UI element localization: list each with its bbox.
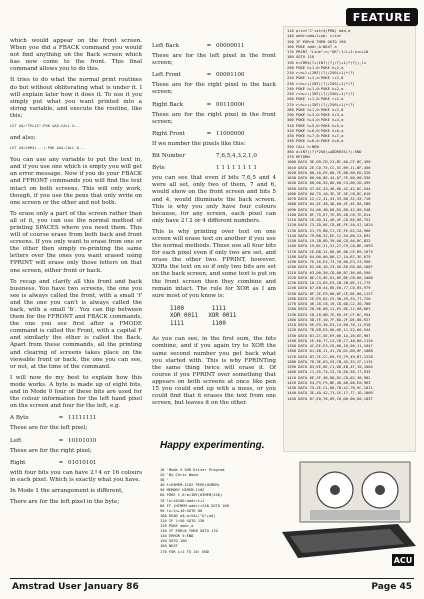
- listing-line: 1030 DATA 00,00,0E,44,07,7E,00,00,536: [287, 176, 371, 180]
- listing-line: 1400 DATA 11,55,74,23,70,E0,58,17,933: [287, 370, 371, 375]
- xor-example: 1100 1111 XOR 0011 XOR 0011 1111 1100: [170, 305, 237, 327]
- snippet-line: 170 FOR i=1 TO 10: END: [160, 549, 209, 554]
- left-back-label: Left Back: [152, 43, 180, 49]
- paragraph: These are for the left pixel in the front screen;: [152, 53, 276, 67]
- listing-line: 1010 DATA 2E,CD,75,CC,3C,B9,11,BF,456: [287, 165, 371, 170]
- listing-line: 1410 DATA 6E,3F,4B,D0,02,CD,02,30,902: [287, 375, 371, 380]
- snippet-line: 40 t=HIMEM-1102 PEEK(HIMEM): [160, 483, 220, 488]
- listing-line: 1320 DATA 7D,EB,E5,0A,0E,11,52,66,944: [287, 328, 371, 333]
- listing-line: 200 POKE h+1,0:POKE h+2,a: [287, 65, 344, 70]
- snippet-line: 120 POKE addr,a: [160, 524, 194, 529]
- snippet-line: 110 IF l=50 GOTO 130: [160, 518, 205, 523]
- listing-line: 280 POKE h+1,0:POKE h+2,0: [287, 107, 344, 112]
- listing-line: 290 POKE h+3,0:POKE h+3,a: [287, 113, 344, 117]
- page-footer: [12, 582, 412, 592]
- right-label: Right: [10, 459, 26, 466]
- listing-line: 1240 DATA 07,EB,44,B5,E6,77,C0,05,979: [287, 286, 371, 291]
- listing-line: 1250 DATA 0F,2E,E9,00,0F,CE,0E,00,1127: [287, 291, 373, 296]
- footer-page-number: Page 45: [371, 582, 412, 592]
- paragraph: It tries to do what the normal print routines do but without obliterating what is under it. I will explain later how it does it. To use it you simply put what you want printed into a string variable, and execute the routine, like this;: [10, 77, 142, 119]
- bit-number-value: 7,6,5,4,3,2,1,0: [216, 153, 257, 160]
- paragraph: To erase only a part of the screen rather than all of it, you can use the normal method of printing SPACES where you need them. This will of course erase from both back and front screens. If you only want to erase from one or the other then simply re-printing the same letters over the ones you want erased using FPRINT will erase only those letters on that one screen, either front or back.: [10, 210, 142, 274]
- listing-line: 1220 DATA 8E,C5,0E,01,0E,BE,CB,06,1008: [287, 275, 373, 280]
- listing-line: 1260 DATA 2E,E9,02,C9,38,49,33,77,720: [287, 296, 371, 301]
- listing-line: 1440 DATA 3E,4A,42,71,1E,17,77,1D,1060: [287, 391, 373, 396]
- equals: =: [206, 72, 212, 79]
- right-back-row: [152, 102, 276, 109]
- right-back-value: 00110000: [216, 101, 245, 108]
- equals: =: [58, 459, 64, 466]
- paragraph: and also;: [10, 135, 36, 142]
- paragraph: These are for the left pixel;: [10, 425, 88, 432]
- listing-line: 1130 DATA 21,79,B8,C1,CE,FE,62,2A,966: [287, 228, 371, 233]
- snippet-line: 70 ln=10100:addr=t+1: [160, 498, 205, 503]
- byte-label: A Byte: [10, 415, 29, 422]
- paragraph: This is why printing over text on one screen will erase text on another if you use the normal methods. These use all four bits for each pixel even if only two are set, and erase the other two. FPRINT, however, XORs the text on so if only two bits are set on the back screen, and some text is put on the front screen then they combine and remain intact. The rule for XOR as I am sure most of you know is:: [152, 228, 276, 299]
- listing-line: 240 POKE h+1,0:POKE h+2,a: [287, 86, 344, 91]
- snippet-line: 160 NEXT: [160, 544, 178, 549]
- snippet-line: 80 IF (HIMEM-addr)>240 GOTO 100: [160, 503, 229, 508]
- listing-line: 1190 DATA 7E,16,E4,73,70,00,E3,23,956: [287, 260, 371, 264]
- footer-publication: Amstrad User January 86: [12, 582, 139, 592]
- equals: =: [58, 437, 64, 444]
- paragraph: You can use any variable to put the text in, and if you use one which is empty you will get an error message. Now if you do your FBACK and FFRONT commands you will find the text intact on both screens. This will only work, though, if you use the pens that only write on one screen or the other and not both.: [10, 157, 142, 206]
- paragraph: There are for the left pixel in the byte;: [10, 499, 120, 506]
- tape-slot: [310, 510, 400, 520]
- listing-line: 1230 DATA 10,23,D5,E3,2B,2B,0E,11,775: [287, 281, 371, 285]
- listing-line: 310 POKE h+5,0:POKE h+5,a: [287, 123, 344, 128]
- listing-line: 1350 DATA 4C,EE,E3,C6,00,10,00,11,1047: [287, 344, 373, 348]
- byte-bits-value: 1 1 1 1 1 1 1 1: [216, 165, 257, 172]
- inline-code: LET A$=CHR$(...):POK &A$:CALL &...: [10, 146, 86, 151]
- listing-line: 180 GOTO 110: [287, 55, 315, 60]
- paragraph: In Mode 1 the arrangement is different,: [10, 487, 124, 494]
- snippet-line: 150 GOTO 100: [160, 539, 187, 544]
- left-back-row: [152, 43, 276, 50]
- left-front-value: 00001100: [216, 72, 245, 79]
- listing-line: 110 print"C"+str$(PEN) add,a: [287, 29, 351, 33]
- listing-line: 1200 DATA 62,06,1D,23,56,E6,ED,00,1007: [287, 265, 373, 270]
- listing-line: 1310 DATA 5E,E9,30,E3,14,00,78,11,918: [287, 323, 371, 327]
- listing-line: 1300 DATA 3D,7E,10,7F,8A,2F,DE,00,927: [287, 317, 371, 322]
- listing-line: 1270 DATA 46,18,C8,19,CD,0D,C2,30,780: [287, 302, 371, 306]
- article-column-1: [10, 38, 142, 510]
- listing-line: 370 RETURN: [287, 155, 310, 159]
- feature-badge: FEATURE: [346, 8, 418, 26]
- listing-line: 1090 DATA 54,00,4B,00,D5,68,42,00,548: [287, 207, 371, 212]
- listing-line: 1070 DATA 12,C2,41,43,33,00,32,45,718: [287, 197, 371, 201]
- listing-line: 360 d=INT((?)*256)+ADDRESS(?):END: [287, 149, 362, 154]
- left-back-value: 00000011: [216, 43, 245, 49]
- snippet-line: 30 ': [160, 478, 169, 483]
- equals: =: [206, 101, 212, 108]
- byte-bits-row: [152, 165, 276, 172]
- right-value: 01010101: [68, 459, 97, 466]
- listing-line: 150 IF ERR>0 THEN GOTO 190: [287, 39, 346, 44]
- snippet-line: 50 MEMORY HIMEM-1102: [160, 488, 205, 493]
- listing-line: 320 POKE h+6,0:POKE h+6,a: [287, 128, 344, 133]
- listing-line: 350 CALL h:NEW: [287, 144, 319, 149]
- listing-line: 1080 DATA 04,4F,48,4D,00,4F,4E,8A,586: [287, 202, 371, 207]
- byte-bits-label: Byte: [152, 165, 165, 172]
- snippet-line: 90 ln=ln+10:GOTO 80: [160, 508, 203, 513]
- paragraph: These are for the right pixel in the back screen;: [152, 82, 276, 96]
- listing-line: 250 r=h+r+(INT((?)/256)+1)*(?): [287, 92, 355, 96]
- listing-line: 1020 DATA 80,10,EE,08,7E,00,00,ED,528: [287, 170, 371, 175]
- listing-line: 1120 DATA C3,2D,0E,CD,8E,FE,5A,47,1024: [287, 223, 373, 228]
- right-back-label: Right Back: [152, 101, 184, 108]
- paragraph: you can see that even if bits 7,6,5 and 4 were all set, only two of them, 7 and 6, would show on the front screen and bits 5 and 4, would illuminate the back screen. This is why you only have four colours because, for any screen, each pixel can only have 2↑2 or 4 different numbers.: [152, 175, 276, 224]
- right-front-label: Right Front: [152, 130, 185, 137]
- program-snippet: [160, 468, 270, 554]
- listing-line: 1290 DATA 18,18,0B,7E,E6,5F,CF,6C,954: [287, 312, 371, 317]
- listing-line: 1340 DATA 1E,46,77,C4,CD,C7,48,00,1126: [287, 338, 373, 343]
- byte-row: [10, 415, 142, 422]
- listing-line: 1110 DATA 1E,3D,51,46,4F,CD,85,06,752: [287, 218, 371, 222]
- listing-line: 1100 DATA 0F,75,67,7E,05,48,C8,7E,614: [287, 212, 371, 217]
- listing-line: 1450 DATA 87,E0,76,69,C0,D0,00,00,1037: [287, 396, 373, 401]
- closing-caption: Happy experimenting.: [160, 440, 265, 451]
- program-listing: [283, 26, 416, 452]
- listing-line: 1380 DATA 78,3E,63,25,CB,45,33,CF,1131: [287, 359, 373, 364]
- equals: =: [206, 130, 212, 137]
- listing-line: 340 POKE h+8,0:POKE h+8,a: [287, 139, 344, 144]
- listing-line: 1360 DATA 01,48,11,41,28,D1,D0,0F,1088: [287, 349, 373, 354]
- listing-line: 1150 DATA 15,2B,0D,39,A0,CD,A6,BC,822: [287, 239, 371, 243]
- listing-line: 1050 DATA 47,0C,43,48,06,42,42,8C,544: [287, 186, 371, 191]
- listing-line: 220 POKE r+1,a:POKE r+2,0: [287, 76, 344, 81]
- listing-line: 1390 DATA 83,EE,0E,C1,00,EB,4F,10,1004: [287, 365, 373, 369]
- listing-line: 270 r=h+r+(INT((?)/256)+1)*(?): [287, 102, 355, 107]
- listing-line: 1140 DATA 79,B8,52,EE,C2,54,00,23,692: [287, 233, 371, 238]
- paragraph: If we number the pixels like this:: [152, 140, 246, 147]
- equals: =: [206, 43, 212, 49]
- listing-line: 1330 DATA 81,2C,5E,E9,06,1A,20,EE,907: [287, 333, 371, 338]
- left-front-label: Left Front: [152, 72, 181, 79]
- acu-logo-text: ACU: [393, 556, 413, 565]
- left-row: [10, 438, 142, 445]
- right-front-value: 11000000: [216, 130, 245, 137]
- left-value: 10101010: [68, 437, 97, 444]
- listing-line: 210 r=h+l+(INT((?)/256)+1)*(?): [287, 71, 355, 75]
- listing-line: 230 r=h+r+(INT((?)/256)+1)*(?): [287, 81, 355, 86]
- paragraph: These are for the right pixel in the front screen;: [152, 111, 276, 125]
- bit-number-label: Bit Number: [152, 153, 186, 160]
- byte-value: 11111111: [68, 415, 97, 422]
- listing-line: 170 PRINT "Line";n;"OK":l=l+1:n=n+10: [287, 50, 369, 54]
- computer-illustration: [280, 462, 418, 572]
- snippet-line: 100 READ a$:a=VAL("&"+a$): [160, 513, 216, 518]
- listing-line: 330 POKE h+7,0:POKE h+7,a: [287, 134, 344, 138]
- listing-line: 1040 DATA 00,06,55,00,00,C3,00,2D,495: [287, 181, 371, 186]
- listing-line: 1430 DATA 75,2E,C1,00,78,42,7B,9C,1011: [287, 386, 373, 390]
- listing-line: 1370 DATA 07,7E,CC,E6,F5,79,49,B7,1228: [287, 354, 373, 359]
- listing-line: 140 addr=add+l+ob: i=int: [287, 34, 342, 39]
- paragraph: with four bits you can have 2↑4 or 16 colours in each pixel. Which is exactly what you have.: [10, 469, 142, 483]
- paragraph: which would appear on the front screen. When you did a FBACK command you would not find anything on the Back screen which has now come to the front. This final command allows you to do this.: [10, 38, 142, 73]
- listing-line: 1280 DATA 28,36,08,11,E5,0E,12,08,663: [287, 307, 371, 312]
- tape-hub-icon: [375, 485, 385, 495]
- listing-line: 190 h=CHR$(?+(INT((?)/?)+1)*(?)),lv: [287, 60, 367, 65]
- article-column-2: [152, 38, 276, 411]
- left-front-row: [152, 72, 276, 79]
- footer-rule: [10, 578, 414, 579]
- listing-line: 260 POKE r+1,0:POKE r+2,a: [287, 97, 344, 102]
- listing-line: 160 POKE addr,A:NEXT a: [287, 44, 337, 49]
- right-front-row: [152, 131, 276, 138]
- snippet-line: 20 'By Chris Wood.: [160, 473, 200, 478]
- listing-line: 1180 DATA 64,00,00,06,17,1A,B7,3E,679: [287, 254, 371, 259]
- listing-line: 1170 DATA 1E,DB,11,06,0E,06,CE,B9,1075: [287, 249, 373, 254]
- snippet-line: 140 ERROR 5:END: [160, 534, 194, 539]
- listing-line: 1000 DATA 3E,09,CD,21,BC,6A,CF,BC,490: [287, 160, 371, 165]
- bit-number-row: [152, 153, 276, 160]
- snippet-line: 130 IF ERR>0 THEN GOTO 170: [160, 529, 218, 534]
- listing-line: 1160 DATA 19,BC,21,31,27,C9,C8,BE,1093: [287, 244, 373, 249]
- listing-line: 1060 DATA 0A,75,10,3E,3F,5E,C8,8C,610: [287, 191, 371, 196]
- paragraph: As you can see, in the first sum, the bits combine, and if you again try to XOR the same second number you get back what you started with. This is why FPRINTing the same thing twice will erase it. Of course if you FPRINT over something that appears on both screens at once like pen 15 you could end up with a mess, or you could find that it erases the text from one screen, but leaves it on the other.: [152, 336, 276, 407]
- paragraph: To recap and clarify all this front and back business. You have two screens, the one you see is always called the front, with a small 'f' and the one you can't is always called the back, with a small 'b'. You can flip between them for the FFRONT and FBACK commands, the one you see first after a FMODE command is called the Front, with a capital F and similarly the other is called the Back. Apart from these commands, all the printing and clearing of screens takes place on the viewable front or back, the one you can see, or not, at the time of the command.: [10, 278, 142, 370]
- paragraph: I will now do my best to explain how this mode works. A byte is made up of eight bits, and in Mode 0 four of these bits are used for the colour information for the left hand pixel on the screen and four for the left, e.g.: [10, 374, 142, 410]
- snippet-line: 60 POKE t,0:b=INT(HIMEM/256): [160, 493, 223, 498]
- snippet-line: 10 'Mode 5 XOR Driver Program: [160, 468, 225, 472]
- listing-line: 300 POKE h+4,0:POKE h+4,a: [287, 118, 344, 123]
- listing-line: 1420 DATA 54,F5,F5,8E,48,00,08,E0,963: [287, 380, 371, 385]
- paragraph: These are for the right pixel;: [10, 447, 92, 454]
- listing-line: 1210 DATA 63,00,30,CD,00,B7,36,00,590: [287, 270, 371, 275]
- left-label: Left: [10, 437, 22, 444]
- inline-code: LET A$="FELIX":POK &A$:CALL &...: [10, 124, 82, 129]
- tape-hub-icon: [330, 485, 340, 495]
- equals: =: [58, 415, 64, 422]
- right-row: [10, 460, 142, 467]
